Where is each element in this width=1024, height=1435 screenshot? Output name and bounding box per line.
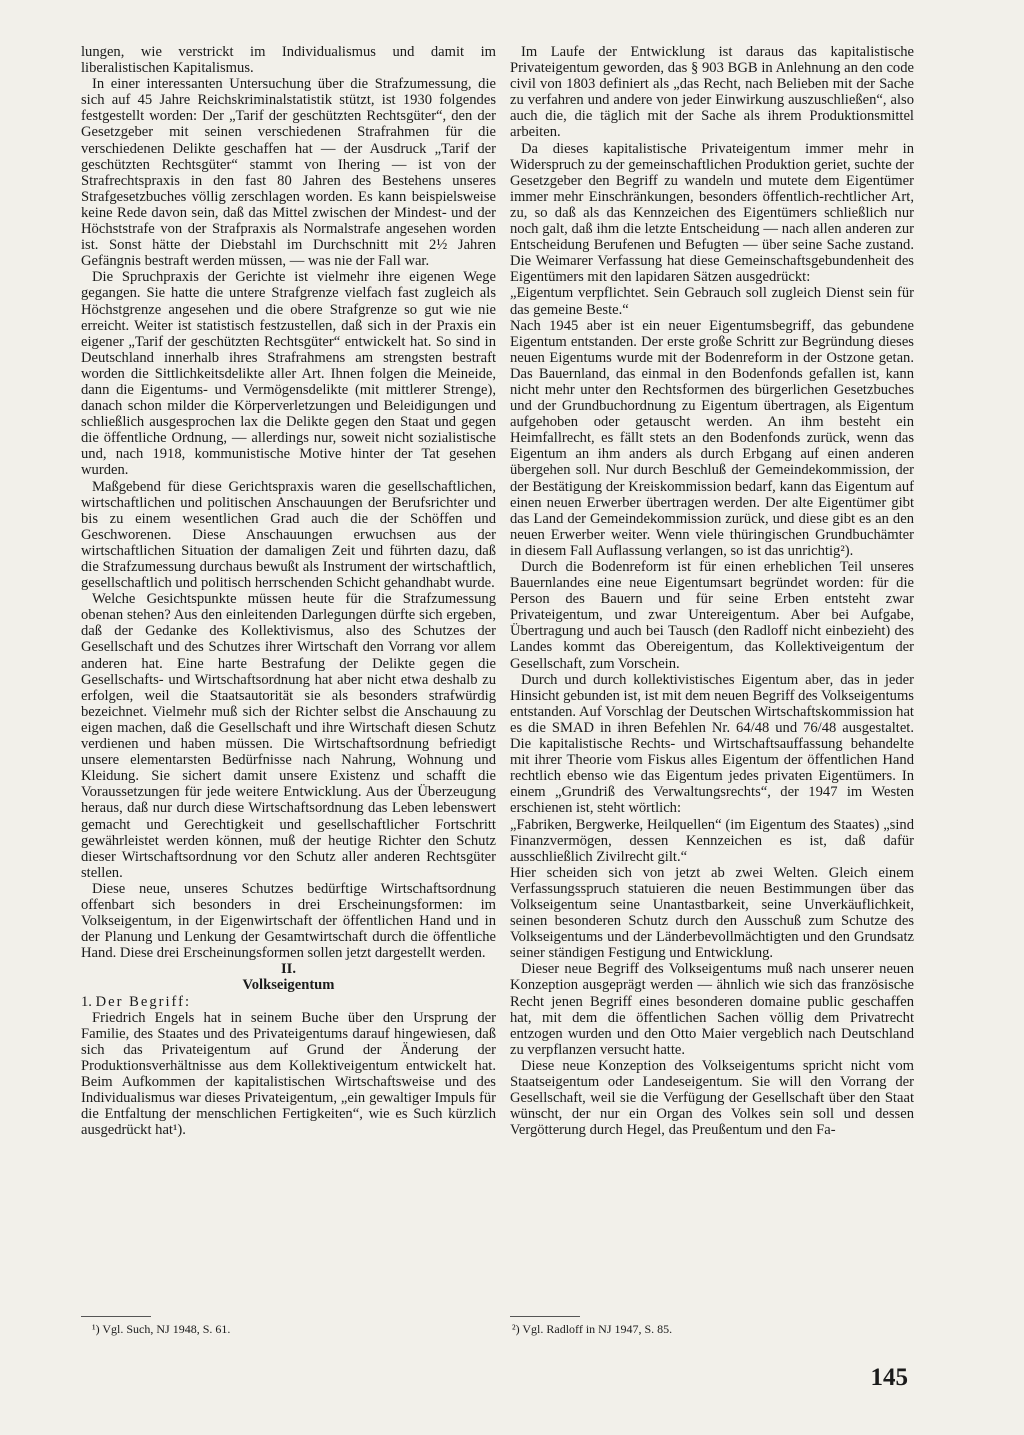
paragraph: Da dieses kapitalistische Privateigentum immer mehr in Widerspruch zu der gemeinschaftlichen Produktion geriet, suchte der Gesetzgeber den Begriff zu wandeln und mutete dem Eigentümer immer mehr Einschränkungen, besonders öffentlich-rechtlicher Art, zu, so daß als das Kennzeichen des Eigentümers schließlich nur noch galt, daß ihm die letzte Entscheidung — nach allen anderen zur Entscheidung Berufenen und Befugten — über seine Sache zustand. Die Weimarer Verfassung hat diese Gemeinschaftsgebundenheit des Eigentümers mit den lapidaren Sätzen ausgedrückt: bbox=[510, 140, 914, 286]
paragraph: Dieser neue Begriff des Volkseigentums muß nach unserer neuen Konzeption ausgeprägt werden — ähnlich wie sich das französische Recht jenen Begriff eines besonderen domaine public geschaffen hat, mit dem die öffentlichen Sachen völlig dem Privatrecht entzogen wurden und den Otto Maier vergeblich nach Deutschland zu verpflanzen versucht hatte. bbox=[510, 961, 914, 1058]
paragraph: Hier scheiden sich von jetzt ab zwei Welten. Gleich einem Verfassungsspruch statuieren die neuen Bestimmungen über das Volkseigentum seine Unantastbarkeit, seine Unverkäuflichkeit, seinen besonderen Schutz durch den Ausschuß zum Schutze des Volkseigentums und der Länderbevollmächtigten und den Grundsatz seiner ständigen Festigung und Entwicklung. bbox=[510, 864, 914, 962]
paragraph: Diese neue, unseres Schutzes bedürftige Wirtschaftsordnung offenbart sich besonders in drei Erscheinungsformen: im Volkseigentum, in der Eigenwirtschaft der öffentlichen Hand und in der Planung und Lenkung der Gesamtwirtschaft durch die öffentliche Hand. Diese drei Erscheinungsformen sollen jetzt dargestellt werden. bbox=[81, 880, 496, 962]
section-numeral: II. bbox=[280, 961, 296, 978]
paragraph: lungen, wie verstrickt im Individualismus und damit im liberalistischen Kapitalismus. bbox=[81, 44, 496, 77]
footnote-rule-right bbox=[510, 1316, 580, 1317]
subsection-number: 1. bbox=[81, 993, 92, 1010]
paragraph: Durch und durch kollektivistisches Eigentum aber, das in jeder Hinsicht gebunden ist, ist mit dem neuen Begriff des Volkseigentums entstanden. Auf Vorschlag der Deutschen Wirtschaftskommission hat es die SMAD in ihren Befehlen Nr. 64/48 und 76/48 ausgestaltet. Die kapitalistische Rechts- und Wirtschaftsauffassung behandelte mit ihrer Theorie vom Fiskus alles Eigentum der öffentlichen Hand rechtlich ebenso wie das Eigentum jedes privaten Eigentümers. In einem „Grundriß des Verwaltungsrechts“, der 1947 im Westen erschienen ist, steht wörtlich: bbox=[510, 671, 914, 817]
left-column bbox=[81, 44, 496, 1138]
subsection-label: Der Begriff: bbox=[95, 993, 192, 1010]
right-column bbox=[510, 44, 914, 1138]
paragraph: Diese neue Konzeption des Volkseigentums spricht nicht vom Staatseigentum oder Landeseigentum. Sie will den Vorrang der Gesellschaft, weil sie die Verfügung der Gesellschaft über den Staat wünscht, der nur ein Organ des Volkes sein soll und dessen Vergötterung durch Hegel, das Preußentum und den Fa- bbox=[510, 1057, 914, 1139]
subsection-heading bbox=[81, 994, 496, 1010]
footnote-rule-left bbox=[81, 1316, 151, 1317]
paragraph: Friedrich Engels hat in seinem Buche über den Ursprung der Familie, des Staates und des Privateigentums darauf hingewiesen, daß sich das Privateigentum auf Grund der Änderung der Produktionsverhältnisse aus dem Kollektiveigentum entwickelt hat. Beim Aufkommen der kapitalistischen Wirtschaftsweise und des Individualismus war dieses Privateigentum, „ein gewaltiger Impuls für die Entfaltung der menschlichen Fertigkeiten“, wie es Such kürzlich ausgedrückt hat¹). bbox=[81, 1009, 496, 1139]
footnote-1: ¹) Vgl. Such, NJ 1948, S. 61. bbox=[92, 1322, 231, 1336]
paragraph: „Eigentum verpflichtet. Sein Gebrauch soll zugleich Dienst sein für das gemeine Beste.“ bbox=[510, 285, 914, 318]
paragraph: Im Laufe der Entwicklung ist daraus das kapitalistische Privateigentum geworden, das § 903 BGB in Anlehnung an den code civil von 1803 definiert als „das Recht, nach Belieben mit der Sache zu verfahren und andere von jeder Einwirkung auszuschließen“, also auch die, die täglich mit der Sache als ihrem Produktionsmittel arbeiten. bbox=[510, 44, 914, 141]
paragraph: Die Spruchpraxis der Gerichte ist vielmehr ihre eigenen Wege gegangen. Sie hatte die untere Strafgrenze vielfach fast zugleich als Höchstgrenze angesehen und die obere Strafgrenze so gut wie nie erreicht. Weiter ist statistisch festzustellen, daß sich in der Praxis ein eigener „Tarif der geschützten Rechtsgüter“ entwickelt hat. So sind in Deutschland innerhalb ihres Strafrahmens am strengsten bestraft worden die Sittlichkeitsdelikte aller Art. Ihnen folgen die Meineide, dann die Eigentums- und Vermögensdelikte (mit mittlerer Strenge), danach schon milder die Körperverletzungen und Beleidigungen und schließlich ausgesprochen lax die Delikte gegen den Staat und gegen die öffentliche Ordnung, — allerdings nur, soweit nicht sozialistische und, nach 1918, kommunistische Motive hinter der Tat gesehen wurden. bbox=[81, 269, 496, 479]
left-paragraphs bbox=[81, 44, 496, 961]
paragraph: Nach 1945 aber ist ein neuer Eigentumsbegriff, das gebundene Eigentum entstanden. Der erste große Schritt zur Begründung dieses neuen Eigentums wurde mit der Bodenreform in der Ostzone getan. Das Bauernland, das einmal in den Bodenfonds gefallen ist, kann nicht mehr unter den Rechtsformen des bürgerlichen Gesetzbuches und der Grundbuchordnung zu Eigentum übertragen, als Eigentum aufgehoben oder getauscht werden. An ihm besteht ein Heimfallrecht, es fällt stets an den Bodenfonds zurück, wenn das Eigentum an ihm anders als durch Erbgang auf einen anderen übergehen soll. Nur durch Beschluß der Gemeindekommission, der der Bestätigung der Kreiskommission bedarf, kann das Eigentum auf einen neuen Erwerber übertragen werden. Der alte Eigentümer gibt das Land der Gemeindekommission zurück, und diese gibt es an den neuen Erwerber weiter. Wenn viele thüringischen Grundbuchämter in diesem Fall Auflassung verlangen, so ist das unrichtig²). bbox=[510, 317, 914, 559]
paragraph: Durch die Bodenreform ist für einen erheblichen Teil unseres Bauernlandes eine neue Eigentumsart begründet worden: für die Person des Bauern und für seine Erben entsteht zwar Privateigentum, und zwar Untereigentum. Aber bei Aufgabe, Übertragung und auch bei Tausch (den Radloff nicht einbezieht) des Landes kommt das Obereigentum, das Kollektiveigentum der Gesellschaft, zum Vorschein. bbox=[510, 559, 914, 672]
paragraph: „Fabriken, Bergwerke, Heilquellen“ (im Eigentum des Staates) „sind Finanzvermögen, dessen Kennzeichen es ist, daß dafür ausschließlich Zivilrecht gilt.“ bbox=[510, 816, 914, 865]
page-number: 145 bbox=[870, 1364, 908, 1391]
paragraph: Welche Gesichtspunkte müssen heute für die Strafzumessung obenan stehen? Aus den einleitenden Darlegungen dürfte sich ergeben, daß der Gedanke des Kollektivismus, also des Schutzes der Gesellschaft und des Schutzes ihrer Wirtschaft den Vorrang vor allem anderen hat. Eine harte Bestrafung der Delikte gegen die Gesellschafts- und Wirtschaftsordnung hat aber nicht etwa deshalb zu erfolgen, weil die Staatsautorität sie als besonders strafwürdig bezeichnet. Vielmehr muß sich der Richter selbst die Anschauung zu eigen machen, daß die Gesellschaft und ihre Wirtschaft diesen Schutz verdienen und haben müssen. Die Wirtschaftsordnung befriedigt unsere elementarsten Bedürfnisse nach Nahrung, Wohnung und Kleidung. Sie sichert damit unsere Existenz und schafft die Voraussetzungen für jede weitere Entwicklung. Aus der Überzeugung heraus, daß nur durch diese Wirtschaftsordnung das Leben lebenswert gemacht und Gerechtigkeit und gesellschaftlicher Fortschritt gewährleistet werden können, muß der heutige Richter den Schutz dieser Wirtschaftsordnung vor den Schutz aller anderen Rechtsgüter stellen. bbox=[81, 591, 496, 881]
right-paragraphs bbox=[510, 44, 914, 1138]
paragraph: In einer interessanten Untersuchung über die Strafzumessung, die sich auf 45 Jahre Reichskriminalstatistik stützt, ist 1930 folgendes festgestellt worden: Der „Tarif der geschützten Rechtsgüter“, den der Gesetzgeber mit seinen verschiedenen Strafrahmen für die verschiedenen Delikte geschaffen hat — der Ausdruck „Tarif der geschützten Rechtsgüter“ stammt von Ihering — ist von der Strafrechtspraxis in den fast 80 Jahren des Bestehens unseres Strafgesetzbuches völlig zerschlagen worden. Es kann beispielsweise keine Rede davon sein, daß das Mittel zwischen der Mindest- und der Höchststrafe von der Strafpraxis als Normalstrafe angesehen worden ist. Sonst hätte der Diebstahl im Durchschnitt mit 2½ Jahren Gefängnis bestraft werden müssen, — was nie der Fall war. bbox=[81, 76, 496, 270]
left-after-heading-paragraphs bbox=[81, 1010, 496, 1139]
section-title: Volkseigentum bbox=[242, 977, 335, 994]
paragraph: Maßgebend für diese Gerichtspraxis waren die gesellschaftlichen, wirtschaftlichen und politischen Anschauungen der Berufsrichter und bis zu einem wesentlichen Grad auch die der Schöffen und Geschworenen. Diese Anschauungen erwuchsen aus der wirtschaftlichen Situation der damaligen Zeit und führten dazu, daß die Strafzumessung durchaus bewußt als Instrument der wirtschaftlich, gesellschaftlich und politisch herrschenden Schicht gehandhabt wurde. bbox=[81, 478, 496, 592]
footnote-2: ²) Vgl. Radloff in NJ 1947, S. 85. bbox=[512, 1322, 673, 1336]
